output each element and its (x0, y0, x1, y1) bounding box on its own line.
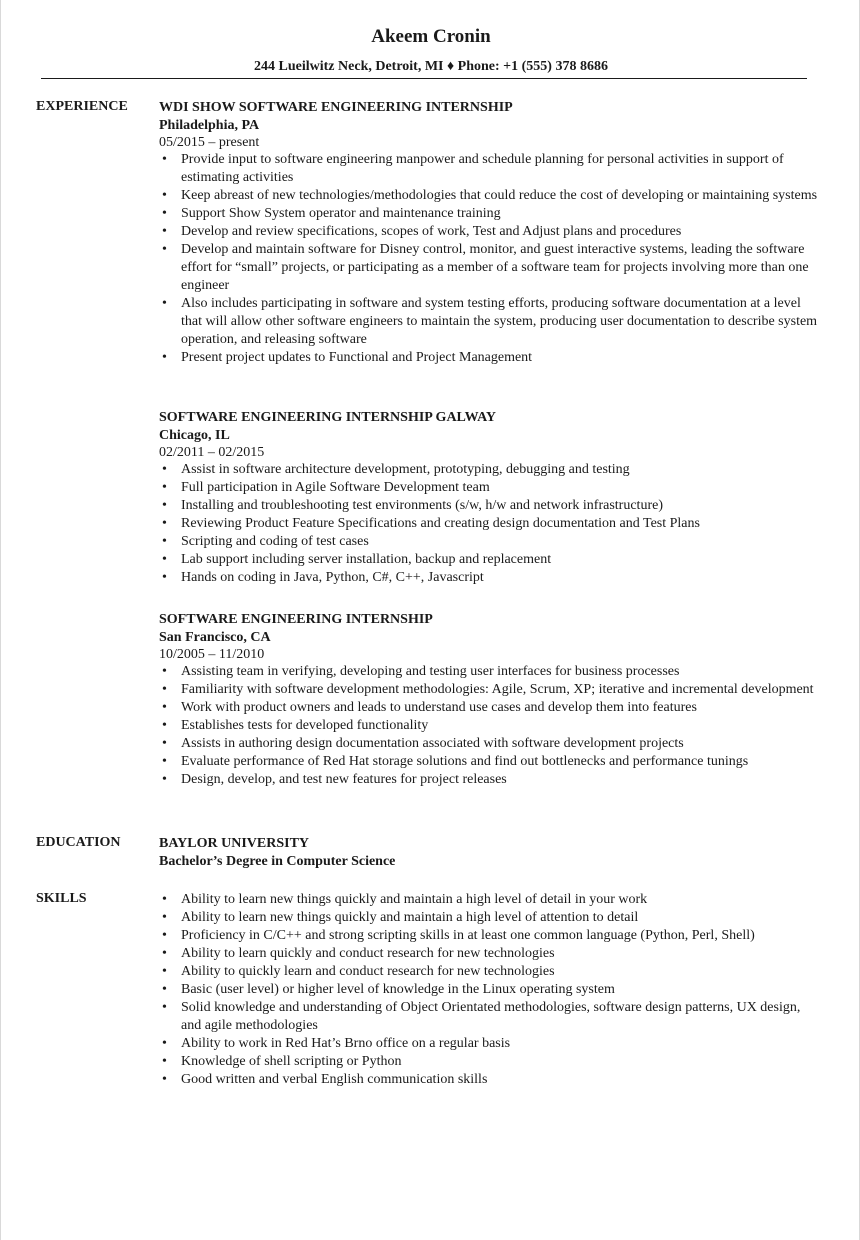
bullet-dot-icon: • (162, 700, 167, 715)
list-item: • Develop and maintain software for Disney control, monitor, and guest interactive systems, leading the software effort for “small” projects, or participating as a member of a software team for projects involving more than one engineer (162, 242, 809, 293)
list-item: • Hands on coding in Java, Python, C#, C++, Javascript (162, 570, 484, 585)
job-dates: 02/2011 – 02/2015 (159, 445, 265, 460)
bullet-dot-icon: • (162, 516, 167, 531)
list-item: • Basic (user level) or higher level of knowledge in the Linux operating system (162, 982, 615, 997)
section-label-experience: EXPERIENCE (36, 99, 128, 114)
section-label-education: EDUCATION (36, 835, 121, 850)
list-item: • Ability to learn new things quickly and maintain a high level of attention to detail (162, 910, 639, 925)
job-bullets (159, 461, 819, 587)
bullet-dot-icon: • (162, 1072, 167, 1087)
bullet-dot-icon: • (162, 152, 167, 167)
bullet-dot-icon: • (162, 242, 167, 257)
list-item: • Provide input to software engineering manpower and schedule planning for personal activities in support of estimating activities (162, 152, 784, 185)
bullet-dot-icon: • (162, 982, 167, 997)
bullet-dot-icon: • (162, 772, 167, 787)
list-item: • Ability to quickly learn and conduct research for new technologies (162, 964, 555, 979)
bullet-dot-icon: • (162, 552, 167, 567)
bullet-dot-icon: • (162, 462, 167, 477)
job-title: WDI SHOW SOFTWARE ENGINEERING INTERNSHIP (159, 100, 513, 115)
list-item: • Establishes tests for developed functionality (162, 718, 429, 733)
section-label-skills: SKILLS (36, 891, 87, 906)
list-item: • Lab support including server installation, backup and replacement (162, 552, 552, 567)
job-dates: 05/2015 – present (159, 135, 260, 150)
bullet-dot-icon: • (162, 1000, 167, 1015)
list-item: • Assisting team in verifying, developing and testing user interfaces for business processes (162, 664, 680, 679)
list-item: • Develop and review specifications, scopes of work, Test and Adjust plans and procedures (162, 224, 682, 239)
list-item: • Proficiency in C/C++ and strong scripting skills in at least one common language (Python, Perl, Shell) (162, 928, 755, 943)
list-item: • Ability to learn new things quickly and maintain a high level of detail in your work (162, 892, 648, 907)
list-item: • Present project updates to Functional and Project Management (162, 350, 533, 365)
list-item: • Good written and verbal English communication skills (162, 1072, 488, 1087)
bullet-dot-icon: • (162, 498, 167, 513)
bullet-dot-icon: • (162, 946, 167, 961)
header-divider (41, 78, 807, 79)
list-item: • Solid knowledge and understanding of Object Orientated methodologies, software design patterns, UX design, and agile methodologies (162, 1000, 801, 1033)
job-bullets (159, 663, 819, 789)
job-entry-2 (159, 409, 819, 587)
bullet-dot-icon: • (162, 754, 167, 769)
contact-line: 244 Lueilwitz Neck, Detroit, MI ♦ Phone: +1 (555) 378 8686 (254, 59, 608, 74)
list-item: • Installing and troubleshooting test environments (s/w, h/w and network infrastructure) (162, 498, 663, 513)
skills-list (159, 891, 819, 1089)
bullet-dot-icon: • (162, 1036, 167, 1051)
bullet-dot-icon: • (162, 928, 167, 943)
bullet-dot-icon: • (162, 964, 167, 979)
school-name: BAYLOR UNIVERSITY (159, 836, 310, 851)
list-item: • Reviewing Product Feature Specifications and creating design documentation and Test Plans (162, 516, 700, 531)
list-item: • Also includes participating in software and system testing efforts, producing software documentation at a level that will allow other software engineers to maintain the system, producing user documentation to describe system operation, and releasing software (162, 296, 818, 347)
bullet-dot-icon: • (162, 892, 167, 907)
list-item: • Knowledge of shell scripting or Python (162, 1054, 402, 1069)
bullet-dot-icon: • (162, 206, 167, 221)
degree-name: Bachelor’s Degree in Computer Science (159, 854, 396, 869)
job-location: Philadelphia, PA (159, 118, 260, 133)
bullet-dot-icon: • (162, 188, 167, 203)
education-entry (159, 835, 819, 870)
job-entry-3 (159, 611, 819, 789)
job-title: SOFTWARE ENGINEERING INTERNSHIP (159, 612, 433, 627)
list-item: • Work with product owners and leads to understand use cases and develop them into features (162, 700, 697, 715)
list-item: • Full participation in Agile Software Development team (162, 480, 490, 495)
list-item: • Scripting and coding of test cases (162, 534, 369, 549)
list-item: • Support Show System operator and maintenance training (162, 206, 501, 221)
bullet-dot-icon: • (162, 534, 167, 549)
bullet-dot-icon: • (162, 296, 167, 311)
list-item: • Evaluate performance of Red Hat storage solutions and find out bottlenecks and performance tunings (162, 754, 749, 769)
job-dates: 10/2005 – 11/2010 (159, 647, 265, 662)
bullet-dot-icon: • (162, 736, 167, 751)
skills-list-block (159, 891, 819, 1089)
job-bullets (159, 151, 819, 367)
list-item: • Assist in software architecture development, prototyping, debugging and testing (162, 462, 630, 477)
list-item: • Assists in authoring design documentation associated with software development projects (162, 736, 684, 751)
candidate-name: Akeem Cronin (371, 26, 491, 47)
job-location: San Francisco, CA (159, 630, 271, 645)
bullet-dot-icon: • (162, 910, 167, 925)
list-item: • Keep abreast of new technologies/methodologies that could reduce the cost of developing or maintaining systems (162, 188, 818, 203)
bullet-dot-icon: • (162, 570, 167, 585)
list-item: • Design, develop, and test new features for project releases (162, 772, 507, 787)
job-location: Chicago, IL (159, 428, 230, 443)
bullet-dot-icon: • (162, 1054, 167, 1069)
bullet-dot-icon: • (162, 664, 167, 679)
bullet-dot-icon: • (162, 224, 167, 239)
bullet-dot-icon: • (162, 682, 167, 697)
list-item: • Ability to learn quickly and conduct research for new technologies (162, 946, 555, 961)
bullet-dot-icon: • (162, 718, 167, 733)
job-title: SOFTWARE ENGINEERING INTERNSHIP GALWAY (159, 410, 496, 425)
bullet-dot-icon: • (162, 480, 167, 495)
list-item: • Ability to work in Red Hat’s Brno office on a regular basis (162, 1036, 511, 1051)
job-entry-1 (159, 99, 819, 367)
list-item: • Familiarity with software development methodologies: Agile, Scrum, XP; iterative and incremental development (162, 682, 814, 697)
bullet-dot-icon: • (162, 350, 167, 365)
